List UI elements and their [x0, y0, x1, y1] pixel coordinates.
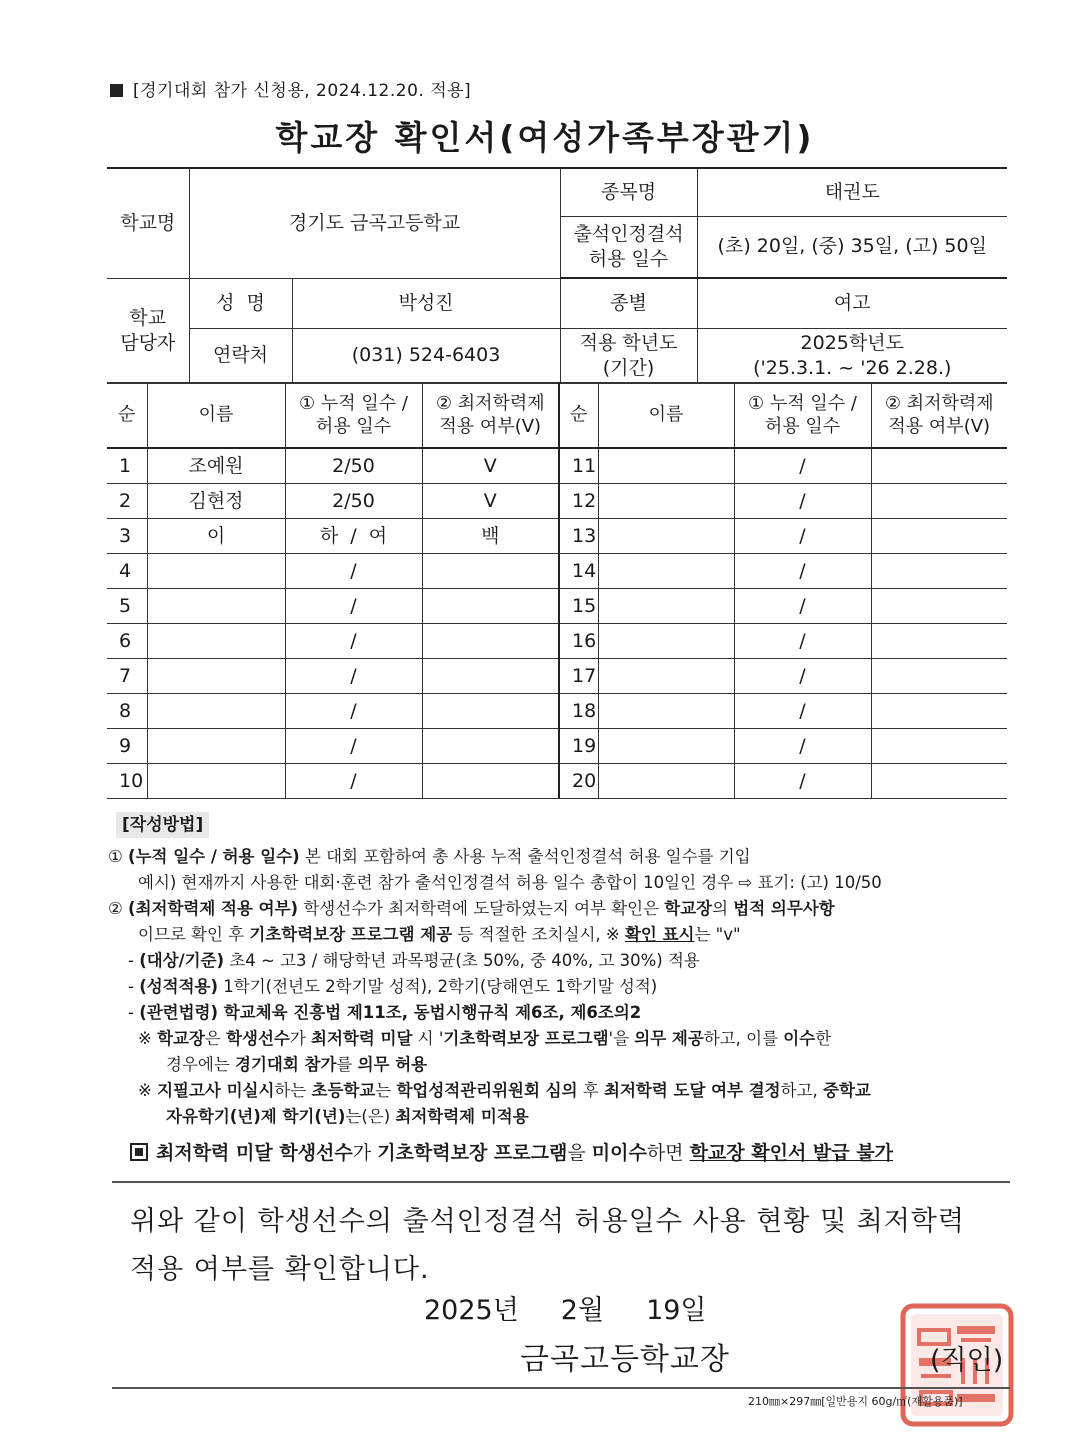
table-row	[107, 729, 1007, 764]
row-name	[147, 554, 285, 589]
row-no: 4	[107, 554, 147, 589]
row-no: 7	[107, 659, 147, 694]
instruction-line: - (성적적용) 1학기(전년도 2학기말 성적), 2학기(당해연도 1학기말 성적)	[128, 977, 658, 996]
header-name-right: 이름	[598, 383, 734, 449]
instruction-text: 한	[815, 1029, 832, 1048]
instruction-bold: 기초학력보장 프로그램 제공	[249, 925, 453, 944]
row-check-right	[871, 694, 1007, 729]
instruction-bold: 지필고사 미실시	[157, 1081, 275, 1100]
square-bullet-icon	[110, 84, 123, 97]
year-label-line2: (기간)	[602, 356, 655, 379]
notice-underline: 학교장 확인서 발급 불가	[689, 1142, 893, 1164]
instruction-text: '을	[608, 1029, 635, 1048]
row-no-right: 11	[559, 448, 598, 484]
instruction-line	[108, 1078, 1018, 1104]
row-name	[147, 589, 285, 624]
instruction-bold: 의무 허용	[357, 1055, 428, 1074]
row-no: 8	[107, 694, 147, 729]
row-no-right: 17	[559, 659, 598, 694]
instruction-text: ※	[138, 1029, 158, 1048]
row-name	[147, 764, 285, 799]
declaration-line2: 적용 여부를 확인합니다.	[130, 1254, 430, 1285]
row-no: 5	[107, 589, 147, 624]
notice-text: 하면	[646, 1142, 690, 1164]
circled-one-marker: ①	[108, 847, 123, 866]
sport-label: 종목명	[560, 168, 697, 216]
instruction-text: 는	[375, 1081, 397, 1100]
circled-two-marker: ②	[108, 899, 123, 918]
table-row	[107, 659, 1007, 694]
row-name-right	[598, 448, 734, 484]
declaration	[130, 1198, 1010, 1294]
row-days-right: /	[734, 484, 871, 519]
document-title: 학교장 확인서(여성가족부장관기)	[275, 118, 815, 157]
instruction-bold: (대상/기준)	[139, 951, 225, 970]
table-row	[107, 589, 1007, 624]
instruction-line: - (관련법령) 학교체육 진흥법 제11조, 동법시행규칙 제6조, 제6조의2	[128, 1003, 642, 1022]
row-no-right: 15	[559, 589, 598, 624]
instruction-text: 하고,	[780, 1081, 823, 1100]
divider	[112, 1387, 1010, 1389]
instruction-line	[108, 1104, 1018, 1130]
principal-title: 금곡고등학교장	[520, 1342, 730, 1377]
row-days-right: /	[734, 554, 871, 589]
row-check-right	[871, 729, 1007, 764]
row-check-right	[871, 519, 1007, 554]
date-month: 2월	[560, 1295, 605, 1326]
row-name-right	[598, 729, 734, 764]
instruction-text: 본 대회 포함하여 총 사용 누적 출석인정결석 허용 일수를 기입	[299, 847, 751, 866]
row-days: 2/50	[285, 448, 422, 484]
header-days-right-line2: 허용 일수	[764, 416, 841, 437]
year-value-line1: 2025학년도	[800, 331, 904, 354]
instruction-bold: 학교체육 진흥법 제11조, 동법시행규칙 제6조, 제6조의2	[218, 1003, 642, 1022]
row-days: /	[285, 729, 422, 764]
row-name-right	[598, 554, 734, 589]
row-days-right: /	[734, 624, 871, 659]
row-no-right: 16	[559, 624, 598, 659]
instruction-line	[108, 844, 1018, 870]
row-name: 이	[147, 519, 285, 554]
row-days: 2/50	[285, 484, 422, 519]
instruction-bold: 자유학기(년)제 학기(년)	[166, 1107, 346, 1126]
row-days: /	[285, 764, 422, 799]
row-check-right	[871, 554, 1007, 589]
instruction-bold: 초등학교	[311, 1081, 376, 1100]
header-days-line1: ① 누적 일수 /	[299, 392, 408, 414]
instruction-text: 를	[336, 1055, 358, 1074]
date-day: 19일	[646, 1295, 707, 1326]
row-no-right: 13	[559, 519, 598, 554]
notice-text: 미이수	[591, 1142, 647, 1164]
year-label	[560, 328, 697, 383]
header-apply-right-line1: ② 최저학력제	[884, 392, 994, 414]
row-name	[147, 624, 285, 659]
row-check-right	[871, 589, 1007, 624]
instruction-text: 가	[289, 1029, 312, 1048]
row-no-right: 18	[559, 694, 598, 729]
row-check-right	[871, 624, 1007, 659]
instruction-bold: (관련법령)	[139, 1003, 219, 1022]
name-label: 성 명	[189, 278, 292, 328]
instruction-bold: 경기대회 참가	[235, 1055, 337, 1074]
row-no-right: 12	[559, 484, 598, 519]
row-no: 2	[107, 484, 147, 519]
table-row	[107, 764, 1007, 799]
table-row	[107, 624, 1007, 659]
row-days-right: /	[734, 448, 871, 484]
seal-label: (직인)	[930, 1345, 1004, 1376]
info-table	[107, 167, 1007, 384]
row-days-right: /	[734, 729, 871, 764]
table-row	[107, 448, 1007, 484]
row-name: 조예원	[147, 448, 285, 484]
row-no: 9	[107, 729, 147, 764]
instruction-text: 시 '	[412, 1029, 444, 1048]
sport-value: 태권도	[697, 168, 1007, 216]
roster-table	[107, 382, 1007, 799]
instruction-text: 경우에는	[166, 1055, 236, 1074]
row-check	[422, 624, 559, 659]
header-days	[285, 383, 422, 449]
row-days-right: /	[734, 589, 871, 624]
row-name-right	[598, 659, 734, 694]
row-days: /	[285, 589, 422, 624]
instruction-bold: 의무 제공	[634, 1029, 704, 1048]
table-row	[107, 694, 1007, 729]
row-check	[422, 694, 559, 729]
row-days: 하 / 여	[285, 519, 422, 554]
row-check-right	[871, 448, 1007, 484]
boxed-bullet-icon	[130, 1143, 148, 1161]
row-name: 김현정	[147, 484, 285, 519]
gender-label: 종별	[560, 278, 697, 328]
row-check	[422, 589, 559, 624]
header-no-right: 순	[559, 383, 598, 449]
instruction-line: - (대상/기준) 초4 ~ 고3 / 해당학년 과목평균(초 50%, 중 40%, 고 30%) 적용	[128, 951, 700, 970]
row-no: 3	[107, 519, 147, 554]
row-check-right	[871, 484, 1007, 519]
instructions-heading: [작성방법]	[116, 812, 209, 838]
year-value	[697, 328, 1007, 383]
row-days-right: /	[734, 764, 871, 799]
allow-days-label-line2: 허용 일수	[588, 247, 669, 270]
row-name-right	[598, 764, 734, 799]
row-no-right: 19	[559, 729, 598, 764]
instruction-text: 등 적절한 조치실시, ※	[452, 925, 625, 944]
school-value: 경기도 금곡고등학교	[189, 168, 560, 278]
instruction-bold: 최저학력 미달	[311, 1029, 413, 1048]
header-name: 이름	[147, 383, 285, 449]
issue-date	[424, 1288, 749, 1327]
instruction-line	[108, 1026, 1018, 1052]
row-no: 1	[107, 448, 147, 484]
table-row	[107, 554, 1007, 589]
instruction-text: 는 "v"	[694, 925, 741, 944]
row-check	[422, 764, 559, 799]
row-no-right: 14	[559, 554, 598, 589]
instruction-bold: 학생선수	[226, 1029, 290, 1048]
row-no: 6	[107, 624, 147, 659]
row-name-right	[598, 519, 734, 554]
instruction-text: 이므로 확인 후	[138, 925, 250, 944]
instruction-underline: 확인 표시	[624, 925, 695, 944]
instruction-text: 초4 ~ 고3 / 해당학년 과목평균(초 50%, 중 40%, 고 30%) 적용	[224, 951, 700, 970]
row-check: 백	[422, 519, 559, 554]
row-name	[147, 694, 285, 729]
instruction-bold: 기초학력보장 프로그램	[443, 1029, 609, 1048]
instruction-text: ※	[138, 1081, 158, 1100]
notice-text: 최저학력 미달 학생선수	[156, 1142, 353, 1164]
instruction-bold: 최저학력제 미적용	[395, 1107, 529, 1126]
top-note-text: [경기대회 참가 신청용, 2024.12.20. 적용]	[133, 81, 472, 101]
instruction-bold: 학업성적관리위원회 심의	[396, 1081, 578, 1100]
instructions	[108, 812, 1018, 1130]
table-row	[107, 519, 1007, 554]
header-apply	[422, 383, 559, 449]
instruction-bold: 이수	[783, 1029, 816, 1048]
row-check	[422, 729, 559, 764]
row-days: /	[285, 659, 422, 694]
allow-days-label-line1: 출석인정결석	[573, 223, 684, 246]
staff-label-line1: 학교	[129, 306, 167, 329]
paper-spec-footer: 210㎜×297㎜[일반용지 60g/㎡(재활용품)]	[748, 1395, 963, 1408]
instruction-bold: (성적적용)	[139, 977, 219, 996]
divider	[112, 1181, 1010, 1183]
header-apply-line2: 적용 여부(V)	[439, 416, 542, 437]
instruction-text: 1학기(전년도 2학기말 성적), 2학기(당해연도 1학기말 성적)	[218, 977, 658, 996]
table-row	[107, 484, 1007, 519]
instruction-bold: (최저학력제 적용 여부)	[128, 899, 299, 918]
final-notice	[130, 1138, 893, 1165]
row-check	[422, 659, 559, 694]
row-check	[422, 554, 559, 589]
row-no-right: 20	[559, 764, 598, 799]
row-name-right	[598, 589, 734, 624]
row-check-right	[871, 659, 1007, 694]
notice-text: 가	[352, 1142, 378, 1164]
row-no: 10	[107, 764, 147, 799]
notice-text: 기초학력보장 프로그램	[377, 1142, 568, 1164]
staff-label-line2: 담당자	[120, 331, 176, 354]
top-note	[110, 76, 471, 101]
row-days-right: /	[734, 659, 871, 694]
row-days-right: /	[734, 694, 871, 729]
instruction-line	[108, 1052, 1018, 1078]
instruction-bold: 최저학력 도달 여부 결정	[604, 1081, 781, 1100]
year-label-line1: 적용 학년도	[579, 331, 678, 354]
year-value-line2: ('25.3.1. ~ '26 2.28.)	[753, 356, 952, 379]
instruction-line	[108, 870, 1018, 896]
row-check-right	[871, 764, 1007, 799]
row-days: /	[285, 624, 422, 659]
instruction-bold: (누적 일수 / 허용 일수)	[128, 847, 300, 866]
instruction-text: 의	[712, 899, 734, 918]
instruction-text: 후	[577, 1081, 604, 1100]
row-days: /	[285, 554, 422, 589]
header-no: 순	[107, 383, 147, 449]
header-apply-right-line2: 적용 여부(V)	[888, 416, 991, 437]
allow-days-label	[560, 216, 697, 278]
instruction-text: 는(은)	[345, 1107, 396, 1126]
instruction-text: 예시) 현재까지 사용한 대회·훈련 참가 출석인정결석 허용 일수 총합이 10일인 경우 ⇨ 표기: (고) 10/50	[138, 873, 882, 892]
gender-value: 여고	[697, 278, 1007, 328]
row-name-right	[598, 484, 734, 519]
header-days-right-line1: ① 누적 일수 /	[748, 392, 857, 414]
name-value: 박성진	[292, 278, 560, 328]
instruction-line	[108, 896, 1018, 922]
staff-label	[107, 278, 189, 383]
declaration-line1: 위와 같이 학생선수의 출석인정결석 허용일수 사용 현황 및 최저학력	[130, 1206, 965, 1237]
instruction-line	[108, 922, 1018, 948]
notice-text: 을	[567, 1142, 592, 1164]
allow-days-value: (초) 20일, (중) 35일, (고) 50일	[697, 216, 1007, 278]
instruction-bold: 중학교	[823, 1081, 871, 1100]
row-check: V	[422, 484, 559, 519]
instruction-text: 하는	[274, 1081, 312, 1100]
instruction-text: 은	[204, 1029, 227, 1048]
school-label: 학교명	[107, 168, 189, 278]
row-name	[147, 729, 285, 764]
instruction-bold: 학교장	[157, 1029, 205, 1048]
date-year: 2025년	[424, 1295, 519, 1326]
instruction-text: 학생선수가 최저학력에 도달하였는지 여부 확인은	[298, 899, 665, 918]
row-check: V	[422, 448, 559, 484]
instruction-bold: 학교장	[664, 899, 713, 918]
row-days-right: /	[734, 519, 871, 554]
instruction-bold: 법적 의무사항	[733, 899, 835, 918]
roster-header-row	[107, 383, 1007, 449]
row-name-right	[598, 624, 734, 659]
header-apply-line1: ② 최저학력제	[435, 392, 545, 414]
header-days-line2: 허용 일수	[315, 416, 392, 437]
header-days-right	[734, 383, 871, 449]
row-name	[147, 659, 285, 694]
contact-value: (031) 524-6403	[292, 328, 560, 383]
instruction-text: 하고, 이를	[703, 1029, 784, 1048]
row-name-right	[598, 694, 734, 729]
row-days: /	[285, 694, 422, 729]
header-apply-right	[871, 383, 1007, 449]
contact-label: 연락처	[189, 328, 292, 383]
